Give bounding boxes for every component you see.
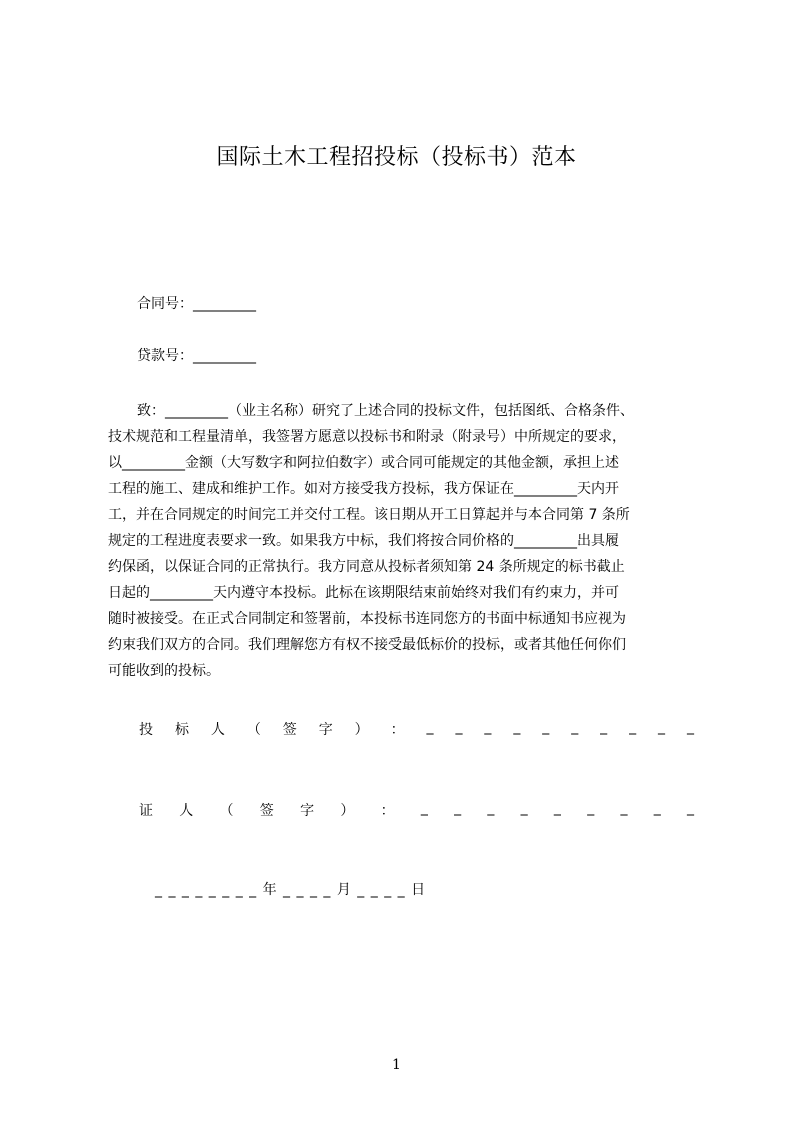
witness-char: 字 bbox=[300, 803, 315, 819]
bidder-blank: _ bbox=[571, 719, 579, 735]
bidder-blank: _ bbox=[426, 719, 434, 735]
body-line-10: 约束我们双方的合同。我们理解您方有权不接受最低标价的投标，或者其他任何你们 bbox=[108, 637, 626, 653]
loan-number-field: 贷款号：_________ bbox=[137, 348, 256, 364]
body-line-8: 日起的_________天内遵守本投标。此标在该期限结束前始终对我们有约束力，并可 bbox=[108, 585, 619, 601]
witness-blank: _ bbox=[653, 800, 661, 816]
witness-char: 证 bbox=[139, 803, 153, 819]
body-line-9: 随时被接受。在正式合同制定和签署前，本投标书连同您方的书面中标通知书应视为 bbox=[108, 611, 626, 627]
bidder-blank: _ bbox=[686, 719, 694, 735]
witness-blank: _ bbox=[686, 800, 694, 816]
witness-blank: _ bbox=[420, 800, 428, 816]
body-line-3: 以_________金额（大写数字和阿拉伯数字）或合同可能规定的其他金额，承担上述 bbox=[108, 455, 619, 471]
body-line-7: 约保函，以保证合同的正常执行。我方同意从投标者须知第 24 条所规定的标书截止 bbox=[108, 559, 625, 575]
bidder-blank: _ bbox=[484, 719, 492, 735]
witness-char: ） bbox=[340, 803, 355, 819]
bidder-char: 标 bbox=[174, 722, 189, 738]
bidder-char: （ bbox=[246, 722, 261, 738]
bidder-blank: _ bbox=[600, 719, 608, 735]
bidder-blank: _ bbox=[513, 719, 521, 735]
body-line-1: 致：_________（业主名称）研究了上述合同的投标文件，包括图纸、合格条件、 bbox=[137, 403, 634, 419]
page-number: 1 bbox=[392, 1057, 401, 1073]
bidder-char: ： bbox=[390, 722, 405, 738]
bidder-signature-line bbox=[139, 719, 694, 739]
page-title: 国际土木工程招投标（投标书）范本 bbox=[216, 145, 577, 170]
bidder-char: 签 bbox=[282, 722, 297, 738]
bidder-blank: _ bbox=[542, 719, 550, 735]
body-line-5: 工，并在合同规定的时间完工并交付工程。该日期从开工日算起并与本合同第 7 条所 bbox=[108, 507, 630, 523]
body-line-6: 规定的工程进度表要求一致。如果我方中标，我们将按合同价格的_________出具履 bbox=[108, 533, 619, 549]
witness-char: 人 bbox=[179, 803, 194, 819]
witness-blank: _ bbox=[620, 800, 628, 816]
witness-char: （ bbox=[219, 803, 234, 819]
witness-blank: _ bbox=[553, 800, 561, 816]
witness-blank: _ bbox=[520, 800, 528, 816]
date-line: _ _ _ _ _ _ _ _ 年 _ _ _ _ 月 _ _ _ _ 日 bbox=[155, 882, 427, 898]
bidder-blank: _ bbox=[629, 719, 637, 735]
bidder-blank: _ bbox=[658, 719, 665, 735]
bidder-char: 投 bbox=[139, 722, 153, 738]
bidder-char: ） bbox=[354, 722, 369, 738]
witness-signature-line bbox=[139, 800, 694, 820]
contract-number-field: 合同号：_________ bbox=[137, 296, 256, 312]
witness-char: 签 bbox=[259, 803, 274, 819]
body-line-11: 可能收到的投标。 bbox=[108, 663, 220, 679]
witness-blank: _ bbox=[587, 800, 595, 816]
witness-blank: _ bbox=[487, 800, 495, 816]
witness-blank: _ bbox=[454, 800, 462, 816]
bidder-char: 人 bbox=[210, 722, 225, 738]
bidder-char: 字 bbox=[318, 722, 333, 738]
bidder-blank: _ bbox=[455, 719, 463, 735]
body-line-4: 工程的施工、建成和维护工作。如对方接受我方投标，我方保证在_________天内开 bbox=[108, 481, 619, 497]
body-line-2: 技术规范和工程量清单，我签署方愿意以投标书和附录（附录号）中所规定的要求， bbox=[108, 429, 626, 445]
witness-char: ： bbox=[380, 803, 395, 819]
